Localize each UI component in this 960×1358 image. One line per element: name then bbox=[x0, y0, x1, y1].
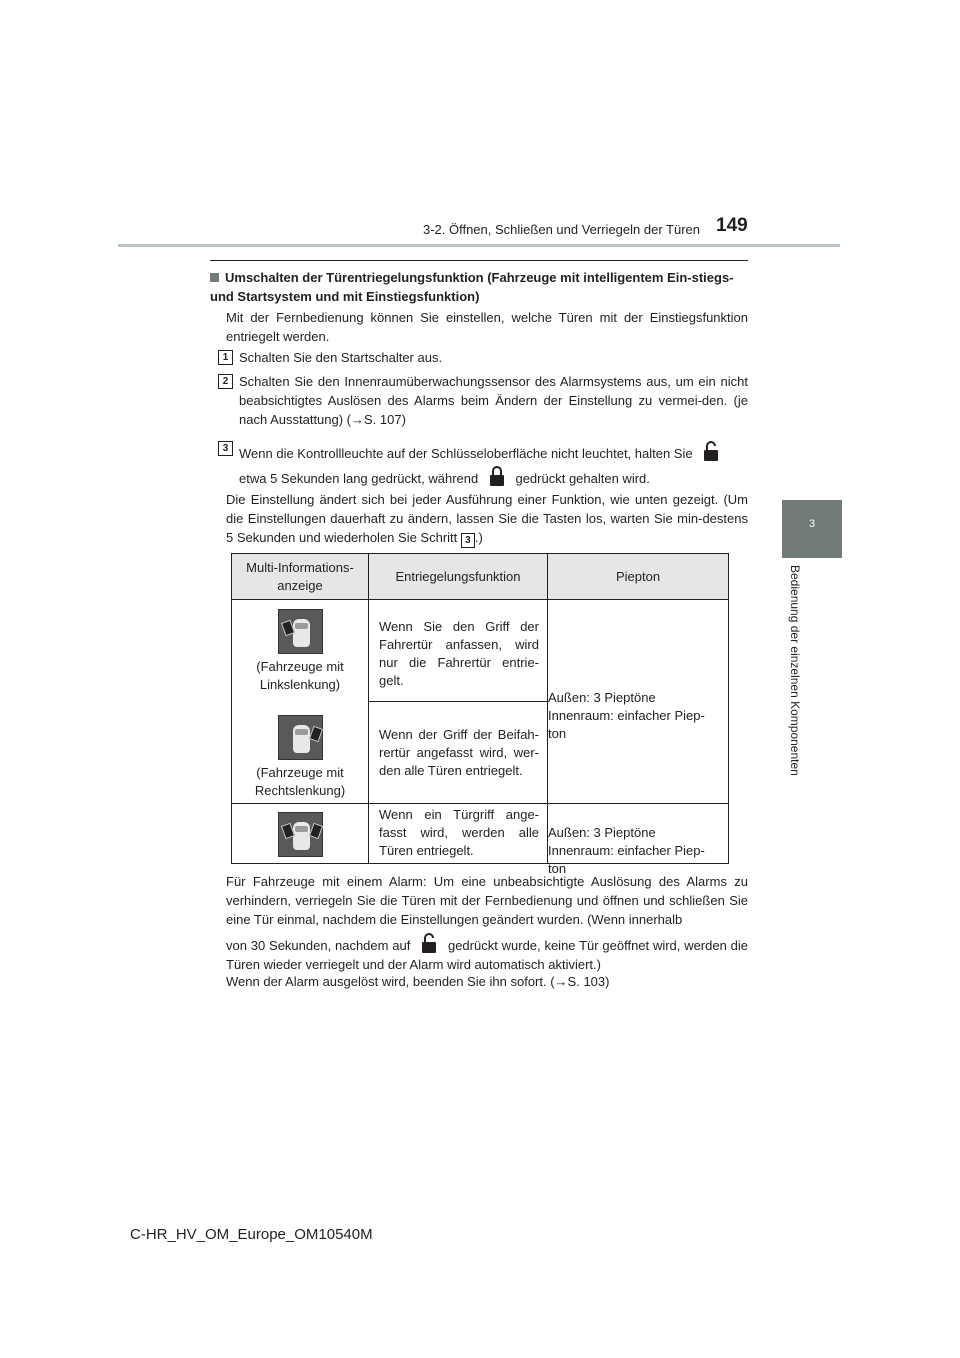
table-header-function: Entriegelungsfunktion bbox=[368, 553, 548, 600]
step-number-2: 2 bbox=[218, 374, 233, 389]
table-cell-beep-row1: Außen: 3 Pieptöne Innenraum: einfacher Piep-ton bbox=[547, 599, 729, 804]
step-3-line-2: etwa 5 Sekunden lang gedrückt, während gedrückt gehalten wird. bbox=[239, 465, 748, 488]
table-header-display: Multi-Informations-anzeige bbox=[231, 553, 369, 600]
chapter-number: 3 bbox=[808, 518, 816, 530]
intro-paragraph: Mit der Fernbedienung können Sie einstellen, welche Türen mit der Einstiegsfunktion entriegelt werden. bbox=[226, 310, 748, 344]
table-cell-display-row2 bbox=[231, 803, 369, 864]
car-all-doors-icon bbox=[278, 812, 323, 857]
alarm-note-part3: Wenn der Alarm ausgelöst wird, beenden Sie ihn sofort. (→S. 103) bbox=[226, 974, 610, 989]
step-number-1: 1 bbox=[218, 350, 233, 365]
lock-icon bbox=[488, 465, 506, 487]
step-ref-box: 3 bbox=[461, 533, 475, 548]
section-rule bbox=[210, 260, 748, 261]
page-number: 149 bbox=[716, 215, 748, 236]
step-number-3: 3 bbox=[218, 441, 233, 456]
chapter-title: Bedienung der einzelnen Komponenten bbox=[788, 565, 802, 776]
alarm-note-part2: von 30 Sekunden, nachdem auf gedrückt wurde, keine Tür geöffnet wird, werden die Türen wieder verriegelt und der Alarm wird automatisch aktiviert.) bbox=[226, 932, 748, 974]
unlock-settings-table bbox=[231, 553, 729, 876]
unlock-icon bbox=[702, 440, 720, 462]
table-cell-function-rhd: Wenn der Griff der Beifah-rertür angefasst wird, wer-den alle Türen entriegelt. bbox=[368, 701, 548, 804]
table-cell-beep-row2: Außen: 3 Pieptöne Innenraum: einfacher Piep-ton bbox=[547, 803, 729, 864]
car-passenger-door-icon bbox=[278, 715, 323, 760]
running-header-title: 3-2. Öffnen, Schließen und Verriegeln der Türen bbox=[422, 222, 700, 237]
step-3-line-1: Wenn die Kontrollleuchte auf der Schlüsseloberfläche nicht leuchtet, halten Sie bbox=[239, 440, 748, 463]
step-2-text: Schalten Sie den Innenraumüberwachungssensor des Alarmsystems aus, um ein nicht beabsichtigtes Auslösen des Alarms beim Ändern der Einstellung zu vermei-den. (je nach Ausstattung) (→S. 107) bbox=[239, 374, 748, 427]
step-1-text: Schalten Sie den Startschalter aus. bbox=[239, 350, 443, 365]
table-cell-display-row1 bbox=[231, 599, 369, 804]
header-rule bbox=[118, 244, 840, 247]
alarm-note-part1: Für Fahrzeuge mit einem Alarm: Um eine unbeabsichtigte Auslösung des Alarms zu verhindern, verriegeln Sie die Türen mit der Fernbedienung und öffnen und schließen Sie eine Tür einmal, nachdem die Einstellungen geändert wurden. (Wenn innerhalb bbox=[226, 874, 748, 927]
table-cell-function-lhd: Wenn Sie den Griff der Fahrertür anfassen, wird nur die Fahrertür entrie-gelt. bbox=[368, 599, 548, 702]
heading-square-icon bbox=[210, 273, 219, 282]
car-driver-door-icon bbox=[278, 609, 323, 654]
footer-doc-id: C-HR_HV_OM_Europe_OM10540M bbox=[130, 1226, 373, 1243]
label-rhd: (Fahrzeuge mit Rechtslenkung) bbox=[254, 765, 346, 798]
table-header-beep: Piepton bbox=[547, 553, 729, 600]
chapter-title-vertical bbox=[788, 565, 802, 795]
label-lhd: (Fahrzeuge mit Linkslenkung) bbox=[256, 659, 344, 692]
section-heading: Umschalten der Türentriegelungsfunktion (Fahrzeuge mit intelligentem Ein-stiegs- und Startsystem und mit Einstiegsfunktion) bbox=[210, 270, 734, 304]
table-cell-function-row2: Wenn ein Türgriff ange-fasst wird, werden alle Türen entriegelt. bbox=[368, 803, 548, 864]
unlock-icon bbox=[420, 932, 438, 954]
change-note: Die Einstellung ändert sich bei jeder Ausführung einer Funktion, wie unten gezeigt. (Um die Einstellungen dauerhaft zu ändern, lassen Sie die Tasten los, warten Sie min-destens 5 Sekunden und wiederholen Sie Schritt 3 .) bbox=[226, 492, 748, 546]
